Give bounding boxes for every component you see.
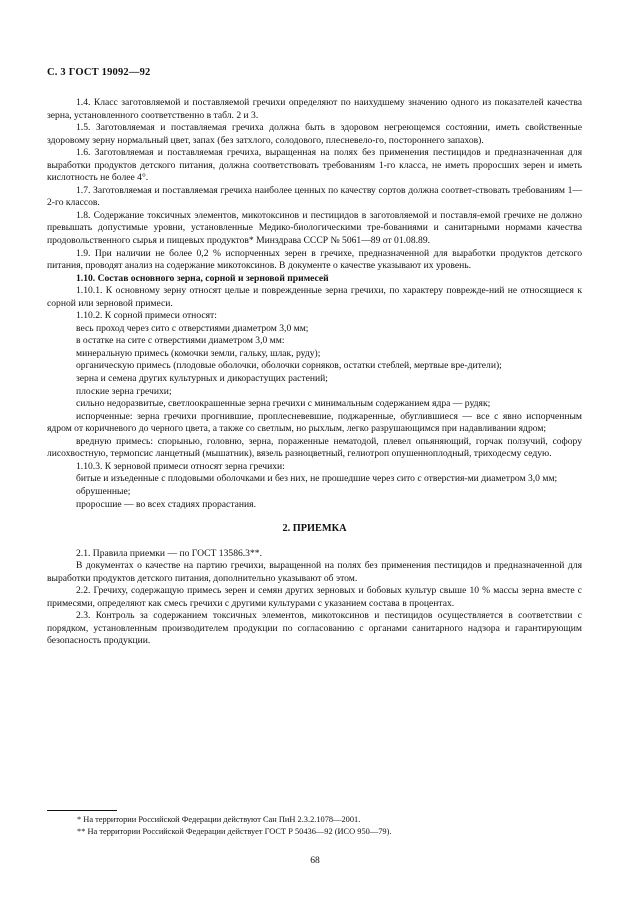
section-heading: 2. ПРИЕМКА [282,523,347,535]
paragraph: 1.4. Класс заготовляемой и поставляемой гречихи определяют по наихудшему значению одного из показателей качества зерна, установленного соответственно в табл. 2 и 3. [47,97,582,121]
paragraph: 1.5. Заготовляемая и поставляемая гречиха должна быть в здоровом негреющемся состоянии, иметь свойственные здоровому зерну нормальный цвет, запах (без затхлого, солодового, плесневело-го, постороннего запахов). [47,122,582,146]
paragraph: 2.2. Гречиху, содержащую примесь зерен и семян других зерновых и бобовых культур свыше 10 % массы зерна вместе с примесями, определяют как смесь гречихи с другими культурами с указанием состава в процентах. [47,585,582,609]
paragraph: 1.9. При наличии не более 0,2 % испорченных зерен в гречихе, предназначенной для выработки продуктов детского питания, проводят анализ на содержание микотоксинов. В документе о качестве указывают их уровень. [47,247,582,272]
paragraph: 1.10.2. К сорной примеси относят: [76,310,217,322]
list-item: испорченные: зерна гречихи прогнившие, проплесневевшие, поджаренные, обуглившиеся — все с явно испорченным ядром от коричневого до черного цвета, а также со светлым, но рыхлым, легко разрушающимся при надавливании ядром; [47,410,582,435]
subsection-heading: 1.10. Состав основного зерна, сорной и зерновой примесей [76,272,329,284]
paragraph: 1.10.1. К основному зерну относят целые и поврежденные зерна гречихи, по характеру поврежде-ний не относящиеся к сорной или зерновой примеси. [47,285,582,309]
list-item: весь проход через сито с отверстиями диаметром 3,0 мм; [76,322,309,334]
page-number: 68 [310,855,320,866]
list-item: органическую примесь (плодовые оболочки, оболочки сорняков, остатки стеблей, мертвые вре-дители); [76,360,502,372]
list-item: обрушенные; [76,485,131,497]
document-body [47,97,582,648]
footnote: ** На территории Российской Федерации действует ГОСТ Р 50436—92 (ИСО 950—79). [77,827,392,836]
list-item: минеральную примесь (комочки земли, гальку, шлак, руду); [76,347,321,359]
paragraph: 1.10.3. К зерновой примеси относят зерна гречихи: [76,460,285,472]
list-item: в остатке на сите с отверстиями диаметром 3,0 мм: [76,335,285,347]
footnote: * На территории Российской Федерации действуют Сан ПиН 2.3.2.1078—2001. [77,815,361,824]
paragraph: 1.7. Заготовляемая и поставляемая гречиха наиболее ценных по качеству сортов должна соответ-ствовать требованиям 1—2-го классов. [47,184,582,209]
paragraph: 1.8. Содержание токсичных элементов, микотоксинов и пестицидов в заготовляемой и поставля-емой гречихе не должно превышать допустимые уровни, установленные Медико-биологическими тре-бованиями и санитарными нормами качества продовольственного сырья и пищевых продуктов* Минздрава СССР № 5061—89 от 01.08.89. [47,209,582,247]
list-item: плоские зерна гречихи; [76,385,172,397]
paragraph: 2.3. Контроль за содержанием токсичных элементов, микотоксинов и пестицидов осуществляется в соответствии с порядком, установленным производителем продукции по согласованию с органами санитарного надзора и гарантирующим безопасность продукции. [47,610,582,647]
list-item: битые и изъеденные с плодовыми оболочками и без них, не прошедшие через сито с отверстия-ми диаметром 3,0 мм; [76,473,558,485]
list-item: вредную примесь: спорынью, головню, зерна, пораженные нематодой, плевел опьяняющий, горчак ползучий, софору лисохвостную, термопсис ланцетный (мышатник), вязель разноцветный, гелиотроп опушенноплодный, триходесму седую. [47,435,582,460]
footnotes [47,814,582,838]
list-item: проросшие — во всех стадиях прорастания. [76,498,256,510]
list-item: зерна и семена других культурных и дикорастущих растений; [76,373,328,385]
paragraph: В документах о качестве на партию гречихи, выращенной на полях без применения пестицидов и предназначенной для выработки продуктов детского питания, дополнительно указывают об этом. [47,560,582,584]
paragraph: 1.6. Заготовляемая и поставляемая гречиха, выращенная на полях без применения пестицидов и предназначенная для выработки продуктов детского питания, должна соответствовать требованиям 1-го класса, не иметь проросших зерен и иметь кислотность не более 4°. [47,147,582,184]
page-header: С. 3 ГОСТ 19092—92 [47,67,151,78]
list-item: сильно недоразвитые, светлоокрашенные зерна гречихи с минимальным содержанием ядра — рудяк; [76,398,491,410]
footnote-divider [47,810,117,811]
paragraph: 2.1. Правила приемки — по ГОСТ 13586.3**. [76,547,262,559]
